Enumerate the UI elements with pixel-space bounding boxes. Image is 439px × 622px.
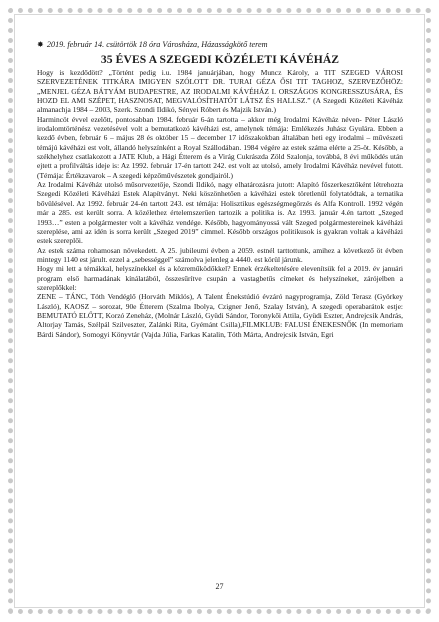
event-date-line: 2019. február 14. csütörtök 18 óra Városháza, Házasságkötő terem bbox=[46, 40, 268, 49]
event-header bbox=[37, 40, 403, 50]
paragraph-history: Harmincöt évvel ezelőtt, pontosabban 1984. február 6-án tartotta – akkor még Irodalmi Kávéház néven- Péter László irodalomtörténész vezetésével volt a bemutatkozó kávéházi est, amelynek témája: Emlékezés Juhász Gyulára. Ebben a kezdő évben, február 6 – május 28 és október 15 – december 17 időszakokban általában heti egy irodalmi – művészeti témájú kávéházi est volt, állandó helyszínként a Royal Szállodában. 1984 végére az estek száma elérte a 25-öt. Később, a székhelyhez csatlakozott a JATE Klub, a Hági Étterem és a Virág Cukrászda Zöld Szalonja, továbbá, 8 évi működés után ejtett a profilváltás ideje is: Az 1992. február 17-én tartott 242. est volt az utolsó, amely Irodalmi Kávéház nevével futott. (Témája: Értékzavarok – A szegedi képzőművészetek gondjairól.) bbox=[37, 114, 403, 180]
paragraph-program-list: ZENE – TÁNC, Tóth Vendéglő (Horváth Miklós), A Talent Énekstúdió évzáró nagyprogramja, Zöld Terasz (Györkey László), KAOSZ – sorozat, 90e Étterem (Szalma Ibolya, Czigner Jenő, Szalay István), A szegedi operabarátok estje: BEMUTATÓ ELŐTT, Korzó Zeneház, (Molnár László, Gyüdi Sándor, Toronykői Attila, Gyüdi Eszter, Andrejcsik András, Altorjay Tamás, Szélpál Szilveszter, Zalánki Rita, Gyémánt Csilla),FILMKLUB: FALUSI ÉNEKESNŐK (In memoriam Bárdi Sándor), Somogyi Könyvtár (Vajda Júlia, Farkas Katalin, Tóth Márta, Andrejcsik István, Egri bbox=[37, 292, 403, 339]
article-title: 35 ÉVES A SZEGEDI KÖZÉLETI KÁVÉHÁZ bbox=[100, 53, 340, 66]
paragraph-foundation: Az Irodalmi Kávéház utolsó műsorvezetője, Szondi Ildikó, nagy elhatározásra jutott: Alapító főszerkesztőként létrehozta Szegedi Közéleti Kávéházi Estek Alapítványt. Neki köszönhetően a kávéházi estek töretlenül folytatódtak, a ternatika bővülésével. Az 1992. február 24-én tartott 243. est témája: Holisztikus egészségmegőrzés és Alfa Kontroll. 1992 végén már a 285. est került sorra. A közélethez értelemszerűen tartozik a politika is. Az 1993. január 4.én tartott „Szeged 1993…” esten a polgármester volt a kávéház vendége. Később, hagyományossá vált Szeged polgármestereinek kávéházi szereplése, ami az idén is sorra került „Szeged 2019” címmel. Később országos politikusok is gyakran voltak a kávéházi estek szereplői. bbox=[37, 180, 403, 246]
paragraph-themes: Hogy mi lett a témákkal, helyszínekkel és a közreműködőkkel? Ennek érzékeltetésére elevenítsük fel a 2019. év januári program első harmadának kínálatából, összesűrítve csupán a vastagbetűs címeket és helyszíneket, zárójelben a szereplőkkel: bbox=[37, 264, 403, 292]
page-number: 27 bbox=[215, 582, 224, 591]
star-bullet-icon: ✸ bbox=[37, 40, 44, 49]
paragraph-intro: Hogy is kezdődött? „Történt pedig i.u. 1984 januárjában, hogy Muncz Károly, a TIT SZEGED VÁROSI SZERVEZETÉNEK TITKÁRA IMIGYEN SZÓLOTT DR. TURAI GÉZA ŐSI TIT TAGHOZ, SZERVEZŐHÖZ: „MENJEL GÉZA BÁTYÁM BUDAPESTRE, AZ IRODALMI KÁVÉHÁZ I. ORSZÁGOS KONGRESSZUSÁRA, ÉS HOZD EL AMI SZÉPET, HASZNOSAT, MEGVALÓSÍTHATÓT LÁTSZ ÉS HALLSZ.” (A Szegedi Közéleti Kávéház almanachja 1984 – 2003, Szerk. Szondi Ildikó, Sényei Róbert és Majzik István.) bbox=[37, 68, 403, 115]
article-content bbox=[37, 40, 403, 339]
paragraph-growth: Az estek száma rohamosan növekedett. A 25. jubileumi évben a 2059. estnél tarttottunk, amihez a következő öt évben mintegy 1140 est járult. ezzel a „sebességgel” számolva jelenleg a 4440. est körül járunk. bbox=[37, 245, 403, 264]
